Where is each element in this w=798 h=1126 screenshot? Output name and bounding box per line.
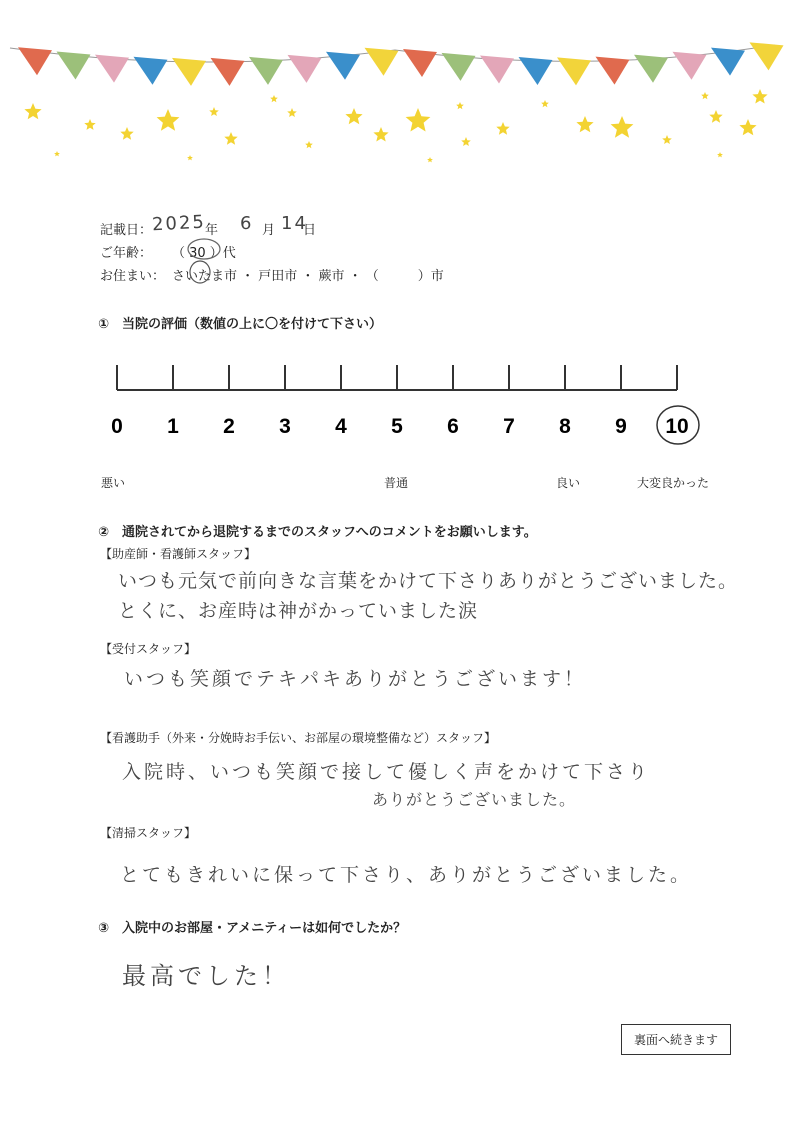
scale-label-bad: 悪い <box>101 476 126 490</box>
reception-comment-line1: いつも笑顔でテキパキありがとうございます！ <box>124 668 587 690</box>
star-icon <box>717 152 723 157</box>
star-icon <box>496 122 509 135</box>
star-icon <box>406 108 431 132</box>
star-icon <box>701 92 709 99</box>
star-icon <box>611 116 634 138</box>
scale-number-2: 2 <box>223 415 235 438</box>
section2-title: ② 通院されてから退院するまでのスタッフへのコメントをお願いします。 <box>98 525 537 540</box>
scale-number-7: 7 <box>503 415 515 438</box>
midwife-comment-line1: いつも元気で前向きな言葉をかけて下さりありがとうございました。 <box>118 570 739 592</box>
star-icon <box>709 110 722 123</box>
date-day-value: 14 <box>281 213 308 234</box>
bunting-flag <box>711 48 745 76</box>
bunting-flags <box>10 42 784 86</box>
star-decorations <box>24 89 767 162</box>
star-icon <box>224 132 237 145</box>
star-icon <box>120 127 133 140</box>
scale-numbers <box>111 415 689 438</box>
date-month-value: 6 <box>240 213 254 234</box>
reception-staff-label: 【受付スタッフ】 <box>100 642 197 656</box>
star-icon <box>662 135 672 144</box>
star-icon <box>461 137 471 146</box>
scale-number-9: 9 <box>615 415 627 438</box>
bunting-flag <box>211 58 245 86</box>
star-icon <box>287 108 297 117</box>
age-value: （ 30 ）代 <box>172 246 236 261</box>
assistant-comment-line1: 入院時、いつも笑顔で接して優しく声をかけて下さり <box>122 761 651 783</box>
midwife-comment-line2: とくに、お産時は神がかっていました涙 <box>118 600 479 622</box>
date-year-value: 2025 <box>151 211 207 236</box>
assistant-comment-line2: ありがとうございました。 <box>372 790 577 809</box>
bunting-flag <box>249 57 283 85</box>
star-icon <box>427 157 433 162</box>
star-icon <box>752 89 767 104</box>
section3-title: ③ 入院中のお部屋・アメニティーは如何でしたか？ <box>98 921 407 936</box>
address-label: お住まい： <box>100 269 166 284</box>
date-day-unit: 日 <box>303 223 317 238</box>
scale-label-normal: 普通 <box>384 476 409 490</box>
section1-title: ① 当院の評価（数値の上に〇を付けて下さい） <box>98 317 383 332</box>
scale-number-3: 3 <box>279 415 291 438</box>
bunting-flag <box>365 48 399 76</box>
bunting-flag <box>634 55 668 83</box>
star-icon <box>456 102 464 109</box>
continue-on-back-box: 裏面へ続きます <box>621 1024 731 1055</box>
cleaning-comment-line1: とてもきれいに保って下さり、ありがとうございました。 <box>120 864 693 886</box>
star-icon <box>187 155 193 160</box>
cleaning-staff-label: 【清掃スタッフ】 <box>100 826 197 840</box>
assistant-staff-label: 【看護助手（外来・分娩時お手伝い、お部屋の環境整備など）スタッフ】 <box>100 731 497 745</box>
bunting-flag <box>57 51 91 79</box>
scale-label-good: 良い <box>556 476 581 490</box>
bunting-flag <box>750 42 784 70</box>
star-icon <box>24 103 41 119</box>
date-year-unit: 年 <box>205 223 219 238</box>
star-icon <box>541 100 549 107</box>
scale-number-5: 5 <box>391 415 403 438</box>
bunting-flag <box>95 55 129 83</box>
bunting-flag <box>18 47 52 75</box>
bunting-flag <box>326 52 360 80</box>
star-icon <box>739 119 756 135</box>
bunting-decoration <box>0 0 798 170</box>
star-icon <box>305 141 313 148</box>
bunting-flag <box>557 57 591 85</box>
scale-number-1: 1 <box>167 415 179 438</box>
address-selection-circle <box>187 259 213 285</box>
scale-label-very-good: 大変良かった <box>637 476 710 490</box>
bunting-flag <box>442 53 476 81</box>
age-label: ご年齢： <box>100 246 153 261</box>
bunting-flag <box>519 57 553 85</box>
star-icon <box>270 95 278 102</box>
scale-number-10: 10 <box>665 415 689 438</box>
bunting-flag <box>403 49 437 77</box>
date-month-unit: 月 <box>262 223 276 238</box>
rating-scale <box>100 355 720 465</box>
star-icon <box>345 108 362 124</box>
bunting-flag <box>172 58 206 86</box>
bunting-flag <box>596 57 630 85</box>
star-icon <box>209 107 219 116</box>
bunting-flag <box>288 55 322 83</box>
section3-answer: 最高でした！ <box>122 962 290 990</box>
star-icon <box>373 127 388 142</box>
midwife-staff-label: 【助産師・看護師スタッフ】 <box>100 547 257 561</box>
scale-ticks <box>117 365 677 390</box>
bunting-flag <box>673 52 707 80</box>
star-icon <box>84 119 95 130</box>
scale-number-6: 6 <box>447 415 459 438</box>
scale-number-8: 8 <box>559 415 571 438</box>
bunting-flag <box>480 55 514 83</box>
star-icon <box>157 109 180 131</box>
star-icon <box>54 151 60 156</box>
bunting-flag <box>134 57 168 85</box>
date-label: 記載日： <box>100 223 153 238</box>
scale-number-4: 4 <box>335 415 347 438</box>
scale-number-0: 0 <box>111 415 123 438</box>
star-icon <box>576 116 593 132</box>
address-options: さいたま市 ・ 戸田市 ・ 蕨市 ・ （ ）市 <box>172 269 444 284</box>
